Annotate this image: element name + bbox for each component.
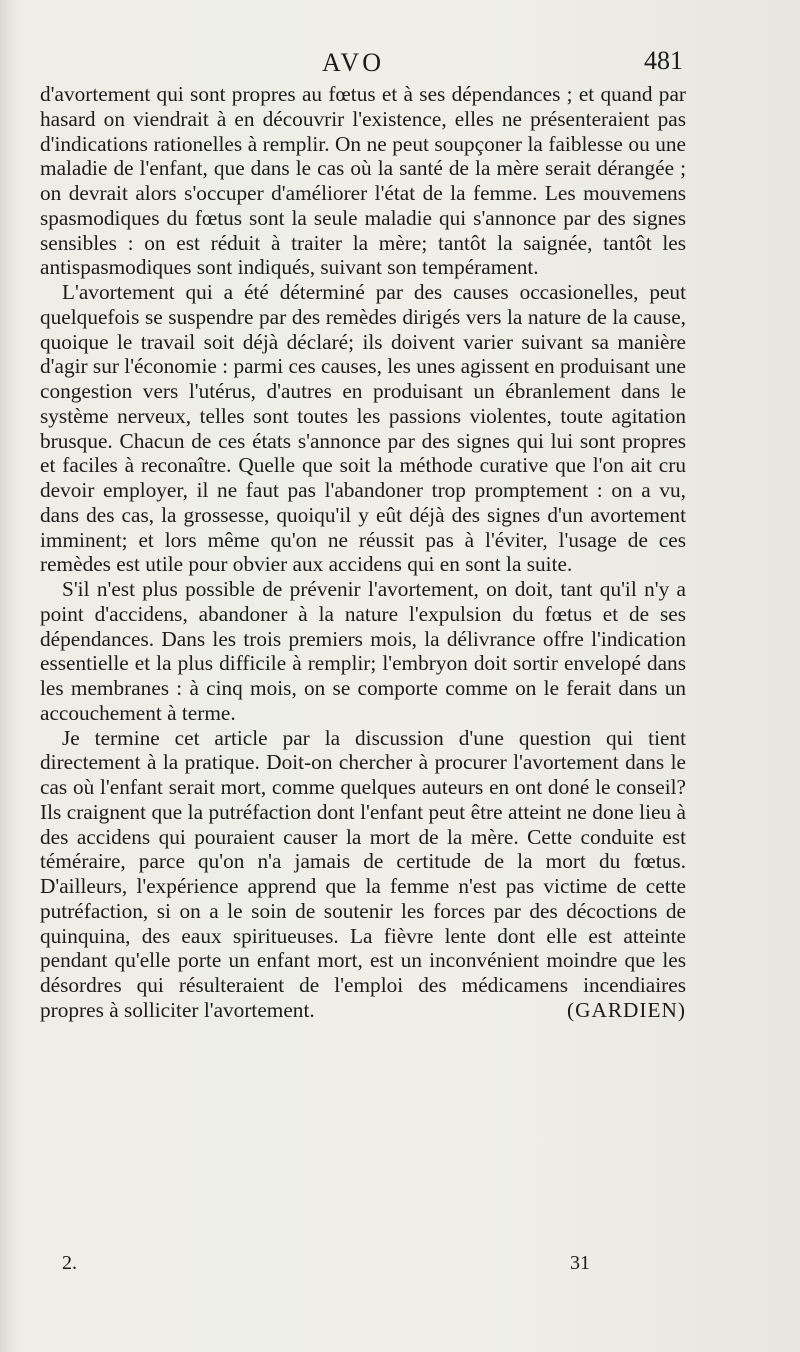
paragraph-1: d'avortement qui sont propres au fœtus et à ses dépendances ; et quand par hasard on viendrait à en découvrir l'existence, elles ne présenteraient pas d'indications rationelles à remplir. On ne peut soupçoner la faiblesse ou une maladie de l'enfant, que dans le cas où la santé de la mère serait dérangée ; on devrait alors s'occuper d'améliorer l'état de la femme. Les mouvemens spasmodiques du fœtus sont la seule maladie qui s'annonce par des signes sensibles : on est réduit à traiter la mère; tantôt la saignée, tantôt les antispasmodiques sont indiqués, suivant son tempérament. xyxy=(40,82,686,280)
author-signature: (GARDIEN) xyxy=(566,997,686,1022)
paragraph-3: S'il n'est plus possible de prévenir l'avortement, on doit, tant qu'il n'y a point d'accidens, abandoner à la nature l'expulsion du fœtus et de ses dépendances. Dans les trois premiers mois, la délivrance offre l'indication essentielle et la plus difficile à remplir; l'embryon doit sortir envelopé dans les membranes : à cinq mois, on se comporte comme on le ferait dans un accouchement à terme. xyxy=(40,577,686,725)
running-head: AVO xyxy=(322,48,384,77)
paragraph-4-text: Je termine cet article par la discussion d'une question qui tient directement à la pratique. Doit-on chercher à procurer l'avortement dans le cas où l'enfant serait mort, comme quelques auteurs en ont doné le conseil? Ils craignent que la putréfaction dont l'enfant peut être atteint ne done lieu à des accidens qui pouraient causer la mort de la mère. Cette conduite est téméraire, parce qu'on n'a jamais de certitude de la mort du fœtus. D'ailleurs, l'expérience apprend que la femme n'est pas victime de cette putréfaction, si on a le soin de soutenir les forces par des décoctions de quinquina, des eaux spiritueuses. La fièvre lente dont elle est atteinte pendant qu'elle porte un enfant mort, est un inconvénient moindre que les désordres qui résulteraient de l'emploi des médicamens incendiaires propres à solliciter l'avortement. xyxy=(40,725,686,1022)
signature-mark: 31 xyxy=(570,1252,590,1274)
body-text xyxy=(40,82,686,1023)
paragraph-4 xyxy=(40,726,686,1023)
paragraph-2: L'avortement qui a été déterminé par des causes occasionelles, peut quelquefois se suspendre par des remèdes dirigés vers la nature de la cause, quoique le travail soit déjà déclaré; ils doivent varier suivant sa manière d'agir sur l'économie : parmi ces causes, les unes agissent en produisant une congestion vers l'utérus, d'autres en produisant un ébranlement dans le système nerveux, telles sont toutes les passions violentes, toute agitation brusque. Chacun de ces états s'annonce par des signes qui lui sont propres et faciles à reconaître. Quelle que soit la méthode curative que l'on ait cru devoir employer, il ne faut pas l'abandoner trop promptement : on a vu, dans des cas, la grossesse, quoiqu'il y eût déjà des signes d'un avortement imminent; et lors même qu'on ne réussit pas à l'éviter, l'usage de ces remèdes est utile pour obvier aux accidens qui en sont la suite. xyxy=(40,280,686,577)
page-footer xyxy=(0,1250,800,1280)
page-number: 481 xyxy=(644,46,683,75)
page-header xyxy=(0,44,800,84)
volume-number: 2. xyxy=(62,1252,77,1274)
